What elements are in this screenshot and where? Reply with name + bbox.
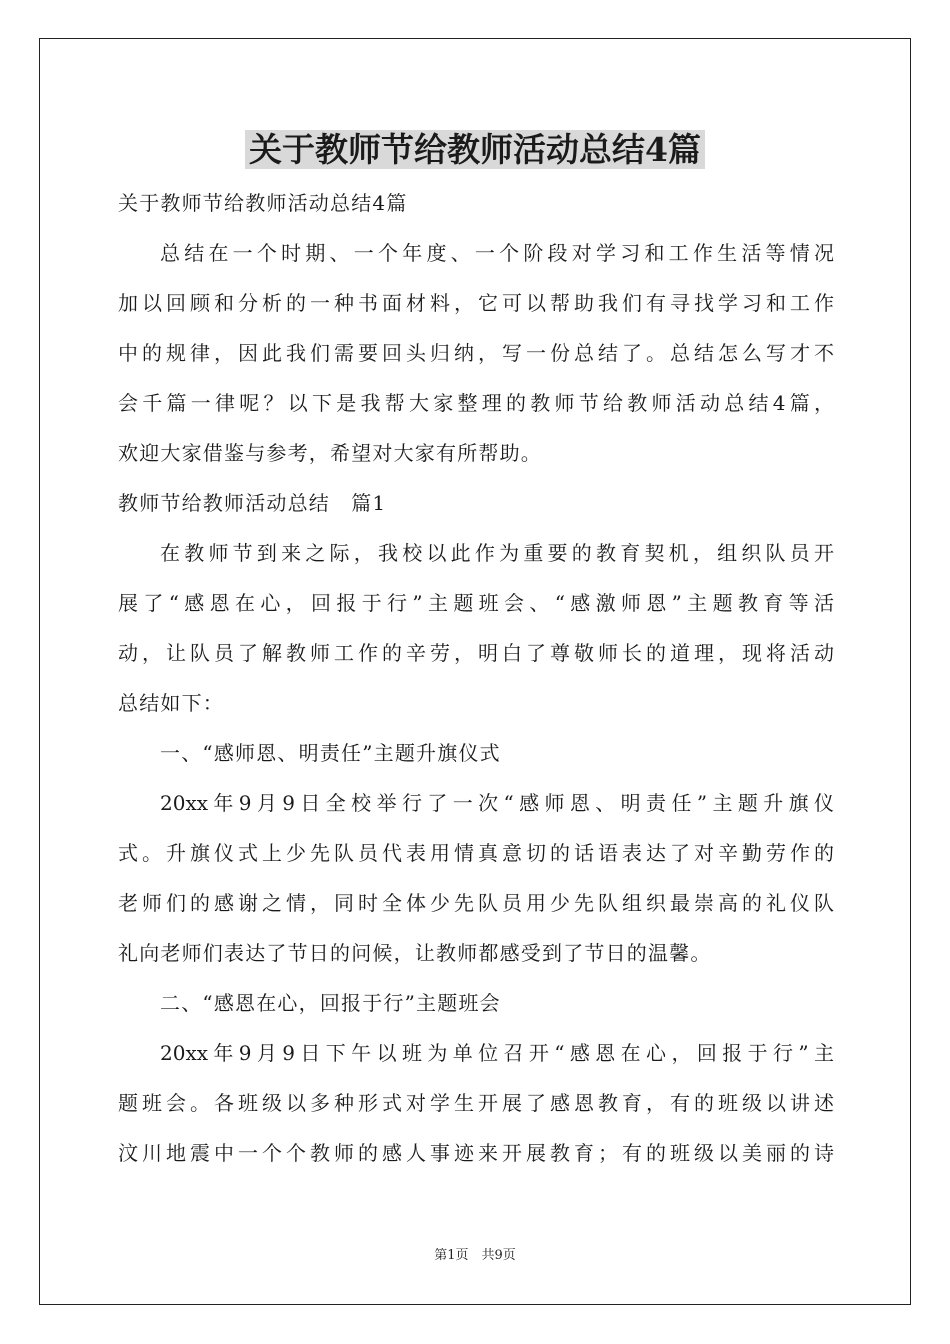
paragraph-line: 展了“感恩在心，回报于行”主题班会、“感激师恩”主题教育等活 [118,591,834,615]
paragraph-line: 加以回顾和分析的一种书面材料，它可以帮助我们有寻找学习和工作 [118,291,834,315]
paragraph-line: 老师们的感谢之情，同时全体少先队员用少先队组织最崇高的礼仪队 [118,891,834,915]
page-number: 第1页 共9页 [434,1248,516,1263]
paragraph-line: 中的规律，因此我们需要回头归纳，写一份总结了。总结怎么写才不 [118,341,834,365]
paragraph-line: 欢迎大家借鉴与参考，希望对大家有所帮助。 [118,441,542,465]
subsection-heading: 一、“感师恩、明责任”主题升旗仪式 [160,741,501,765]
paragraph-line: 礼向老师们表达了节日的问候，让教师都感受到了节日的温馨。 [118,941,712,965]
paragraph-line: 20xx年9月9日下午以班为单位召开“感恩在心，回报于行”主 [160,1041,834,1065]
paragraph-line: 式。升旗仪式上少先队员代表用情真意切的话语表达了对辛勤劳作的 [118,841,834,865]
paragraph-line: 动，让队员了解教师工作的辛劳，明白了尊敬师长的道理，现将活动 [118,641,834,665]
document-title-text: 关于教师节给教师活动总结4篇 [245,130,705,169]
section-heading: 教师节给教师活动总结 篇1 [118,491,387,515]
subtitle-line: 关于教师节给教师活动总结4篇 [118,191,408,215]
paragraph-line: 题班会。各班级以多种形式对学生开展了感恩教育，有的班级以讲述 [118,1091,834,1115]
paragraph-line: 总结在一个时期、一个年度、一个阶段对学习和工作生活等情况 [160,241,834,265]
paragraph-line: 在教师节到来之际，我校以此作为重要的教育契机，组织队员开 [160,541,834,565]
paragraph-line: 总结如下： [118,691,224,715]
document-body [118,178,834,1178]
page-footer [0,1244,950,1263]
paragraph-line: 20xx年9月9日全校举行了一次“感师恩、明责任”主题升旗仪 [160,791,834,815]
paragraph-line: 会千篇一律呢？以下是我帮大家整理的教师节给教师活动总结4篇， [118,391,834,415]
paragraph-line: 汶川地震中一个个教师的感人事迹来开展教育；有的班级以美丽的诗 [118,1141,834,1165]
subsection-heading: 二、“感恩在心，回报于行”主题班会 [160,991,501,1015]
document-title [0,124,950,176]
